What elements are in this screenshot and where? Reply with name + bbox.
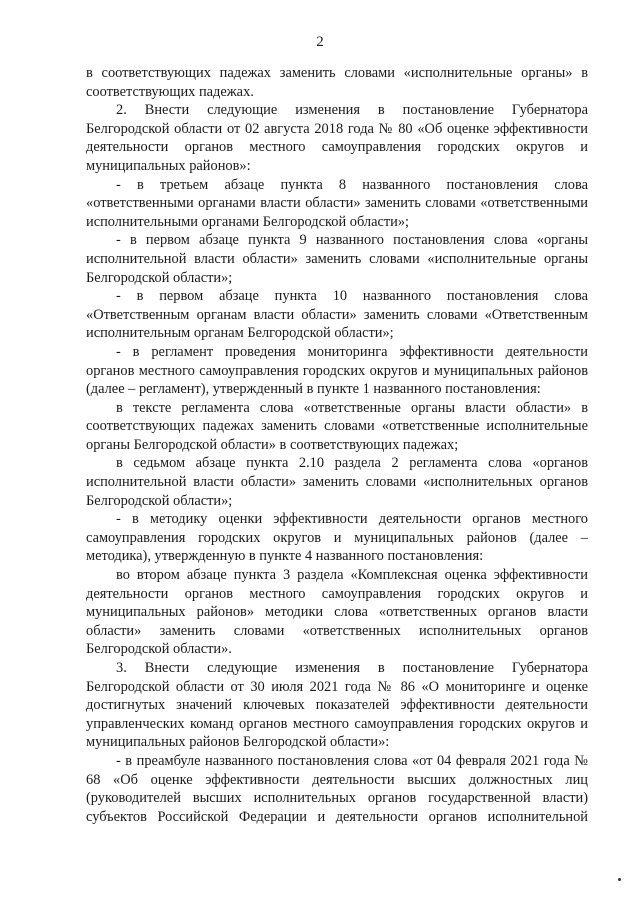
paragraph-subitem: - в преамбуле названного постановления слова «от 04 февраля 2021 года № 68 «Об оценке эффективности деятельности высших должностных лиц (руководителей высших исполнительных органов государственной власти) субъектов Российской Федерации и деятельности органов исполнительной — [86, 752, 588, 825]
document-body — [86, 64, 588, 826]
paragraph-item-2: 2. Внести следующие изменения в постановление Губернатора Белгородской области от 02 августа 2018 года № 80 «Об оценке эффективности деятельности органов местного самоуправления городских округов и муниципальных районов»: — [86, 102, 588, 174]
paragraph-continuation: в соответствующих падежах заменить словами «исполнительные органы» в соответствующих падежах. — [86, 65, 588, 100]
scan-speck — [618, 878, 621, 881]
paragraph-subitem: - в первом абзаце пункта 10 названного постановления слова «Ответственным органам власти области» заменить словами «Ответственным исполнительным органам Белгородской области»; — [86, 288, 588, 342]
paragraph-subitem: - в регламент проведения мониторинга эффективности деятельности органов местного самоуправления городских округов и муниципальных районов (далее – регламент), утвержденный в пункте 1 названного постановления: — [86, 343, 588, 398]
paragraph-subitem: - в методику оценки эффективности деятельности органов местного самоуправления городских округов и муниципальных районов (далее – методика), утвержденную в пункте 4 названного постановления: — [86, 511, 588, 565]
paragraph-subitem: - в третьем абзаце пункта 8 названного постановления слова «ответственными органами власти области» заменить словами «ответственными исполнительными органами Белгородской области»; — [86, 176, 588, 230]
page-number: 2 — [316, 34, 324, 50]
paragraph-subitem: в седьмом абзаце пункта 2.10 раздела 2 регламента слова «органов исполнительной власти области» заменить словами «исполнительных органов Белгородской области»; — [86, 455, 588, 509]
paragraph-subitem: во втором абзаце пункта 3 раздела «Комплексная оценка эффективности деятельности органов местного самоуправления городских округов и муниципальных районов» методики слова «ответственных органов власти области» заменить словами «ответственных исполнительных органов Белгородской области». — [86, 567, 588, 658]
paragraph-item-3: 3. Внести следующие изменения в постановление Губернатора Белгородской области от 30 июля 2021 года № 86 «О мониторинге и оценке достигнутых значений ключевых показателей эффективности деятельности управленческих команд органов местного самоуправления городских округов и муниципальных районов Белгородской области»: — [86, 660, 588, 751]
paragraph-subitem: в тексте регламента слова «ответственные органы власти области» в соответствующих падежах заменить словами «ответственные исполнительные органы Белгородской области» в соответствующих падежах; — [86, 399, 588, 453]
paragraph-subitem: - в первом абзаце пункта 9 названного постановления слова «органы исполнительной власти области» заменить словами «исполнительные органы Белгородской области»; — [86, 232, 588, 286]
